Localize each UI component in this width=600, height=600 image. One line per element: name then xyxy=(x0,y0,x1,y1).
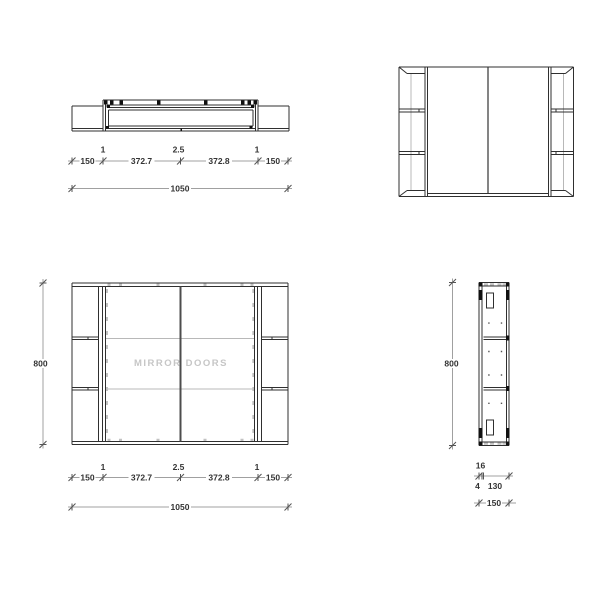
side-outline xyxy=(479,283,509,446)
front-dim-total: 1050 xyxy=(170,502,190,512)
side-shelf-pin-holes xyxy=(488,322,502,404)
perspective-outline xyxy=(399,67,574,197)
front-dimensions xyxy=(68,462,292,512)
perspective-view xyxy=(399,67,574,197)
plan-dim-seg-door-left: 372.7 xyxy=(130,156,153,166)
front-view xyxy=(31,279,292,512)
plan-dim-gap-right: 1 xyxy=(254,144,260,155)
front-height-dimension xyxy=(31,279,50,449)
front-dim-seg-door-right: 372.8 xyxy=(208,472,230,483)
perspective-back-edges xyxy=(411,74,564,191)
plan-dim-seg-right: 150 xyxy=(265,156,281,166)
side-view xyxy=(442,279,516,509)
side-height-label: 800 xyxy=(444,358,459,369)
front-dim-seg-left: 150 xyxy=(80,472,95,483)
front-height-label: 800 xyxy=(33,358,48,369)
plan-view xyxy=(68,100,292,194)
side-dim-total: 150 xyxy=(486,498,502,508)
plan-dim-total: 1050 xyxy=(170,183,190,194)
side-dim-depth: 130 xyxy=(487,481,503,491)
side-dim-gap: 4 xyxy=(475,481,480,491)
watermark-text: MIRROR DOORS xyxy=(134,358,228,369)
front-dim-gap-right: 1 xyxy=(254,462,260,472)
side-dim-door-thickness: 16 xyxy=(475,460,486,471)
plan-dim-seg-door-right: 372.8 xyxy=(208,156,230,166)
front-dim-seg-right: 150 xyxy=(265,472,281,483)
front-dim-gap-left: 1 xyxy=(100,462,106,472)
plan-dimensions xyxy=(68,145,292,194)
plan-outline xyxy=(72,100,289,131)
plan-dim-gap-center: 2.5 xyxy=(172,144,185,155)
plan-dim-seg-left: 150 xyxy=(80,156,95,166)
plan-dim-gap-left: 1 xyxy=(100,144,106,155)
front-dim-gap-center: 2.5 xyxy=(172,462,185,472)
side-height-dimension xyxy=(442,279,461,450)
front-dim-seg-door-left: 372.7 xyxy=(130,472,153,483)
side-dimensions xyxy=(474,461,516,509)
